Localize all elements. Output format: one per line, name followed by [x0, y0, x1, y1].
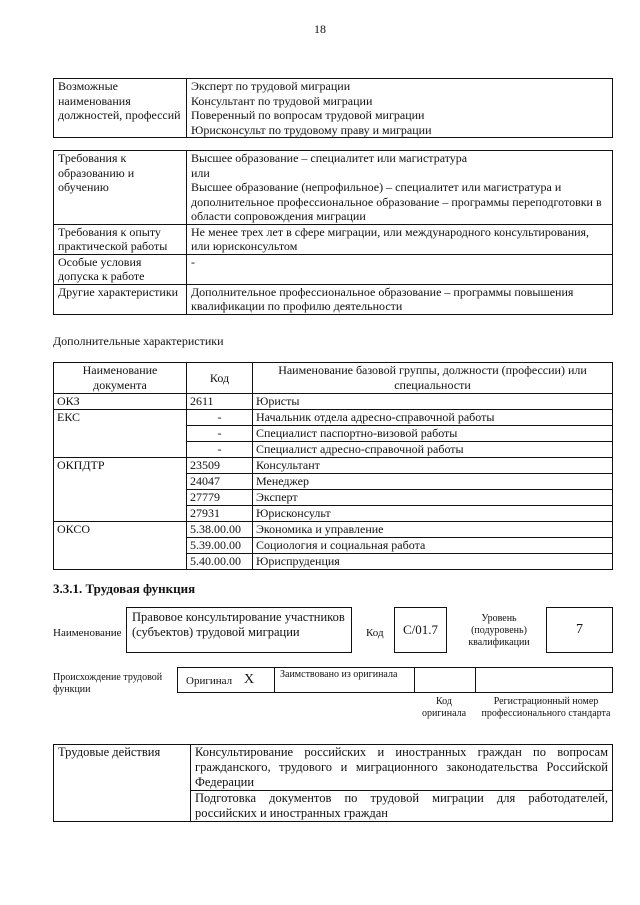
- function-code-label: Код: [366, 627, 384, 639]
- name-cell: Юриспруденция: [253, 554, 613, 570]
- header-document: Наименование документа: [54, 363, 187, 394]
- header-code: Код: [187, 363, 253, 394]
- experience-label: Требования к опыту практической работы: [54, 224, 187, 254]
- other-characteristics-label: Другие характеристики: [54, 284, 187, 314]
- original-label: Оригинал: [186, 675, 233, 687]
- labor-action-item: Консультирование российских и иностранных граждан по вопросам гражданского, трудового и миграционного законодательства Российской Федерации: [191, 745, 613, 791]
- code-cell: 24047: [187, 474, 253, 490]
- requirements-table: [53, 150, 613, 315]
- other-characteristics-value: Дополнительное профессиональное образование – программы повышения квалификации по профилю деятельности: [187, 284, 613, 314]
- name-cell: Специалист адресно-справочной работы: [253, 442, 613, 458]
- labor-actions-label: Трудовые действия: [54, 745, 191, 822]
- occupations-list: [187, 79, 613, 138]
- code-cell: 27931: [187, 506, 253, 522]
- experience-value: Не менее трех лет в сфере миграции, или международного консультирования, или юрисконсультом: [187, 224, 613, 254]
- function-name-label: Наименование: [53, 627, 122, 639]
- name-cell: Специалист паспортно-визовой работы: [253, 426, 613, 442]
- document-name: ЕКС: [54, 410, 187, 458]
- divider: [475, 668, 476, 692]
- code-cell: 23509: [187, 458, 253, 474]
- code-cell: -: [187, 426, 253, 442]
- name-cell: Начальник отдела адресно-справочной работы: [253, 410, 613, 426]
- name-cell: Консультант: [253, 458, 613, 474]
- code-cell: 5.38.00.00: [187, 522, 253, 538]
- education-value: Высшее образование – специалитет или магистратура или Высшее образование (непрофильное) – специалитет или магистратура и дополнительное профессиональное образование – программы переподготовки в области сопровождения миграции: [187, 151, 613, 225]
- name-cell: Эксперт: [253, 490, 613, 506]
- name-cell: Социология и социальная работа: [253, 538, 613, 554]
- occupation-item: Юрисконсульт по трудовому праву и миграции: [191, 122, 432, 137]
- function-heading: 3.3.1. Трудовая функция: [53, 581, 196, 596]
- additional-title: Дополнительные характеристики: [53, 334, 224, 348]
- code-cell: 5.40.00.00: [187, 554, 253, 570]
- occupation-item: Консультант по трудовой миграции: [191, 93, 373, 108]
- occupations-label: Возможные наименования должностей, профессий: [54, 79, 187, 138]
- special-conditions-value: -: [187, 254, 613, 284]
- document-name: ОКСО: [54, 522, 187, 570]
- document-name: ОКЗ: [54, 394, 187, 410]
- function-name-value: Правовое консультирование участников (субъектов) трудовой миграции: [126, 607, 352, 653]
- divider: [414, 668, 415, 692]
- code-cell: -: [187, 410, 253, 426]
- function-code-value: С/01.7: [394, 607, 447, 653]
- origin-label: Происхождение трудовой функции: [53, 672, 163, 695]
- additional-table: [53, 362, 613, 570]
- education-label: Требования к образованию и обучению: [54, 151, 187, 225]
- code-original-label: Код оригинала: [421, 696, 467, 719]
- reg-number-label: Регистрационный номер профессионального стандарта: [481, 696, 611, 719]
- header-name: Наименование базовой группы, должности (профессии) или специальности: [253, 363, 613, 394]
- occupation-item: Поверенный по вопросам трудовой миграции: [191, 108, 425, 122]
- divider: [274, 668, 275, 692]
- labor-action-item: Подготовка документов по трудовой миграции для работодателей, российских и иностранных граждан: [191, 791, 613, 822]
- table-row: [54, 522, 613, 538]
- original-mark: X: [244, 672, 255, 687]
- origin-row: [177, 667, 613, 693]
- table-row: [54, 410, 613, 426]
- code-cell: -: [187, 442, 253, 458]
- table-row: [54, 394, 613, 410]
- page-number: 18: [314, 22, 326, 36]
- qualification-level-label: Уровень (подуровень) квалификации: [468, 613, 530, 648]
- borrowed-label: Заимствовано из оригинала: [280, 669, 398, 680]
- name-cell: Юристы: [253, 394, 613, 410]
- qualification-level-value: 7: [546, 607, 613, 653]
- code-cell: 27779: [187, 490, 253, 506]
- code-cell: 5.39.00.00: [187, 538, 253, 554]
- code-cell: 2611: [187, 394, 253, 410]
- occupation-item: Эксперт по трудовой миграции: [191, 79, 351, 93]
- special-conditions-label: Особые условия допуска к работе: [54, 254, 187, 284]
- occupations-table: [53, 78, 613, 138]
- table-row: [54, 458, 613, 474]
- labor-actions-table: [53, 744, 613, 822]
- name-cell: Менеджер: [253, 474, 613, 490]
- name-cell: Экономика и управление: [253, 522, 613, 538]
- name-cell: Юрисконсульт: [253, 506, 613, 522]
- document-name: ОКПДТР: [54, 458, 187, 522]
